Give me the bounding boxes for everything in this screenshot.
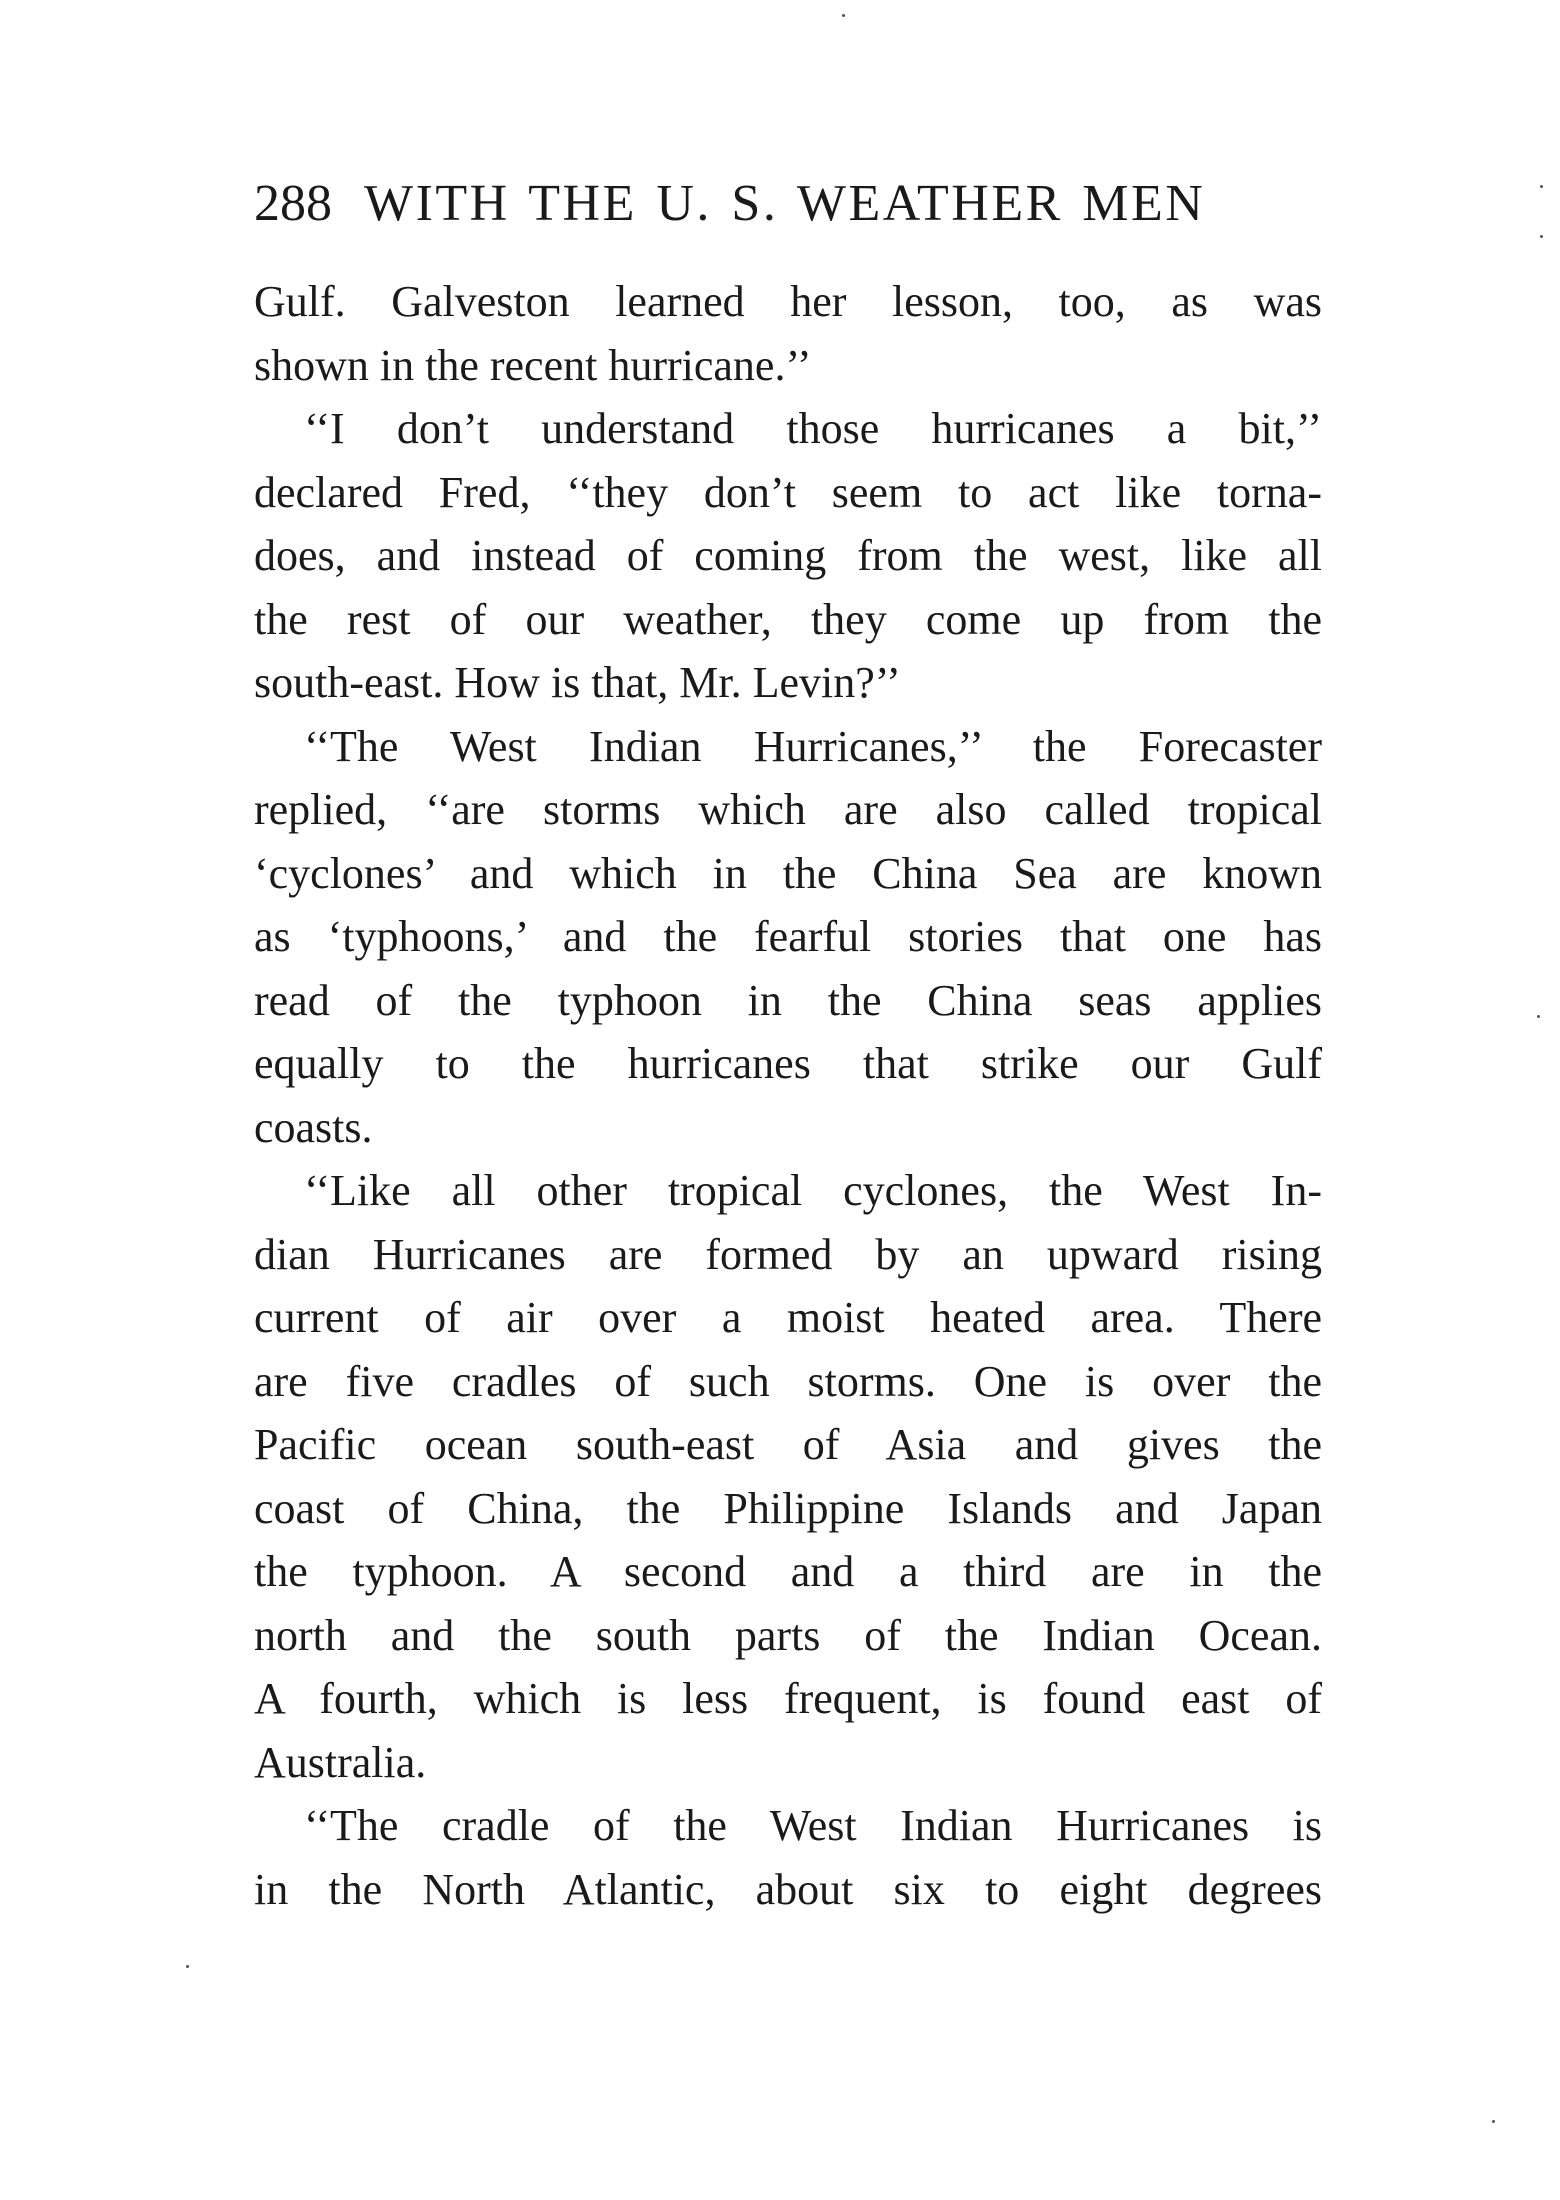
text-line: read of the typhoon in the China seas applies bbox=[254, 975, 1322, 1025]
paragraph bbox=[254, 1794, 1322, 1921]
text-line: as ‘typhoons,’ and the fearful stories that one has bbox=[254, 912, 1322, 961]
text-line: ‘‘I don’t understand those hurricanes a bit,’’ bbox=[304, 404, 1322, 453]
text-line: ‘‘The cradle of the West Indian Hurricanes is bbox=[304, 1801, 1322, 1850]
text-line: shown in the recent hurricane.’’ bbox=[254, 340, 812, 390]
running-title: WITH THE U. S. WEATHER MEN bbox=[364, 175, 1206, 232]
text-line: in the North Atlantic, about six to eight degrees bbox=[254, 1864, 1322, 1914]
text-line: declared Fred, ‘‘they don’t seem to act like torna- bbox=[254, 467, 1322, 517]
text-line: A fourth, which is less frequent, is found east of bbox=[254, 1674, 1322, 1723]
paragraph bbox=[254, 1159, 1322, 1794]
text-line: ‘‘The West Indian Hurricanes,’’ the Forecaster bbox=[304, 721, 1322, 771]
scan-speck bbox=[1540, 235, 1543, 238]
text-line: Australia. bbox=[254, 1737, 427, 1787]
text-line: coast of China, the Philippine Islands and Japan bbox=[254, 1483, 1322, 1533]
text-line: coasts. bbox=[254, 1102, 373, 1152]
paragraph bbox=[254, 270, 1322, 397]
scan-speck bbox=[1540, 185, 1543, 188]
text-line: current of air over a moist heated area. There bbox=[254, 1293, 1322, 1342]
text-line: Pacific ocean south-east of Asia and gives the bbox=[254, 1420, 1322, 1469]
scan-speck bbox=[842, 14, 845, 17]
text-line: the typhoon. A second and a third are in the bbox=[254, 1547, 1322, 1596]
text-line: dian Hurricanes are formed by an upward rising bbox=[254, 1229, 1322, 1279]
text-line: replied, ‘‘are storms which are also called tropical bbox=[254, 785, 1322, 834]
text-line: south-east. How is that, Mr. Levin?’’ bbox=[254, 658, 901, 707]
paragraph bbox=[254, 715, 1322, 1160]
text-line: are five cradles of such storms. One is over the bbox=[254, 1356, 1322, 1406]
body-text bbox=[254, 270, 1322, 1921]
text-line: does, and instead of coming from the west, like all bbox=[254, 531, 1322, 580]
page-header bbox=[254, 175, 1324, 232]
scan-speck bbox=[1492, 2120, 1495, 2123]
text-line: equally to the hurricanes that strike our Gulf bbox=[254, 1039, 1322, 1088]
text-line: ‘cyclones’ and which in the China Sea are known bbox=[254, 848, 1322, 898]
page-number: 288 bbox=[254, 175, 332, 232]
text-line: Gulf. Galveston learned her lesson, too, as was bbox=[254, 277, 1322, 326]
text-line: ‘‘Like all other tropical cyclones, the West In- bbox=[304, 1166, 1322, 1215]
scan-speck bbox=[1537, 1015, 1540, 1018]
scan-speck bbox=[186, 1965, 189, 1968]
paragraph bbox=[254, 397, 1322, 715]
text-line: north and the south parts of the Indian Ocean. bbox=[254, 1610, 1322, 1660]
text-line: the rest of our weather, they come up from the bbox=[254, 594, 1322, 644]
